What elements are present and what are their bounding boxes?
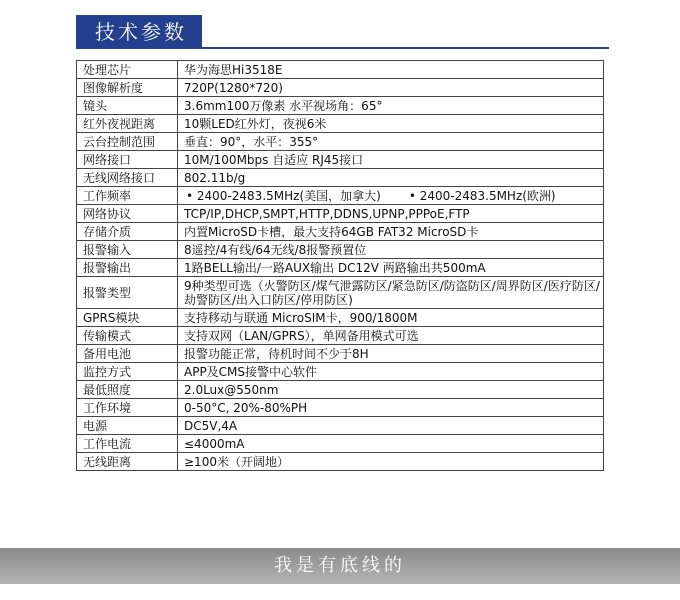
table-row [77, 363, 604, 381]
table-row [77, 327, 604, 345]
spec-value-alarm-input: 8遥控/4有线/64无线/8报警预置位 [178, 241, 604, 259]
spec-value-lens: 3.6mm100万像素 水平视场角：65° [178, 97, 604, 115]
table-row [77, 187, 604, 205]
table-row [77, 259, 604, 277]
spec-label-environment: 工作环境 [77, 399, 178, 417]
table-row [77, 399, 604, 417]
spec-label-gprs: GPRS模块 [77, 309, 178, 327]
spec-value-alarm-type: 9种类型可选（火警防区/煤气泄露防区/紧急防区/防盗防区/周界防区/医疗防区/劫警防区/出入口防区/停用防区) [178, 277, 604, 309]
bullet-icon: • [186, 188, 194, 203]
table-row [77, 61, 604, 79]
spec-label-resolution: 图像解析度 [77, 79, 178, 97]
table-row [77, 133, 604, 151]
spec-label-network-port: 网络接口 [77, 151, 178, 169]
table-row [77, 205, 604, 223]
table-row [77, 309, 604, 327]
spec-label-current: 工作电流 [77, 435, 178, 453]
spec-value-chip: 华为海思Hi3518E [178, 61, 604, 79]
spec-label-frequency: 工作频率 [77, 187, 178, 205]
spec-label-wireless: 无线网络接口 [77, 169, 178, 187]
spec-label-wireless-range: 无线距离 [77, 453, 178, 471]
spec-value-network-port: 10M/100Mbps 自适应 RJ45接口 [178, 151, 604, 169]
spec-label-chip: 处理芯片 [77, 61, 178, 79]
spec-value-transmission: 支持双网（LAN/GPRS），单网备用模式可选 [178, 327, 604, 345]
spec-value-ptz: 垂直：90°，水平：355° [178, 133, 604, 151]
footer-text: 我是有底线的 [274, 555, 406, 576]
spec-label-battery: 备用电池 [77, 345, 178, 363]
table-row [77, 381, 604, 399]
spec-label-power: 电源 [77, 417, 178, 435]
spec-value-ir-night: 10颗LED红外灯，夜视6米 [178, 115, 604, 133]
spec-value-gprs: 支持移动与联通 MicroSIM卡，900/1800M [178, 309, 604, 327]
spec-value-monitoring: APP及CMS接警中心软件 [178, 363, 604, 381]
spec-value-frequency [178, 187, 604, 205]
spec-value-battery: 报警功能正常，待机时间不少于8H [178, 345, 604, 363]
frequency-eu: 2400-2483.5MHz(欧洲) [419, 188, 556, 203]
spec-value-storage: 内置MicroSD卡槽，最大支持64GB FAT32 MicroSD卡 [178, 223, 604, 241]
spec-label-protocol: 网络协议 [77, 205, 178, 223]
spec-value-wireless: 802.11b/g [178, 169, 604, 187]
table-row [77, 223, 604, 241]
frequency-us: 2400-2483.5MHz(美国，加拿大) [196, 188, 381, 203]
spec-label-ptz: 云台控制范围 [77, 133, 178, 151]
table-row [77, 241, 604, 259]
spec-value-power: DC5V,4A [178, 417, 604, 435]
spec-label-storage: 存储介质 [77, 223, 178, 241]
spec-value-resolution: 720P(1280*720) [178, 79, 604, 97]
table-row [77, 115, 604, 133]
spec-table [76, 60, 604, 471]
table-row [77, 345, 604, 363]
spec-value-protocol: TCP/IP,DHCP,SMPT,HTTP,DDNS,UPNP,PPPoE,FTP [178, 205, 604, 223]
spec-label-alarm-type: 报警类型 [77, 277, 178, 309]
spec-label-illumination: 最低照度 [77, 381, 178, 399]
spec-label-alarm-input: 报警输入 [77, 241, 178, 259]
table-row [77, 79, 604, 97]
spec-value-alarm-output: 1路BELL输出/一路AUX输出 DC12V 两路输出共500mA [178, 259, 604, 277]
spec-label-ir-night: 红外夜视距离 [77, 115, 178, 133]
table-row [77, 151, 604, 169]
bullet-icon: • [408, 188, 416, 203]
spec-value-illumination: 2.0Lux@550nm [178, 381, 604, 399]
table-row [77, 169, 604, 187]
spec-label-transmission: 传输模式 [77, 327, 178, 345]
spec-value-current: ≤4000mA [178, 435, 604, 453]
table-row [77, 277, 604, 309]
section-title: 技术参数 [76, 15, 202, 49]
table-row [77, 417, 604, 435]
spec-label-lens: 镜头 [77, 97, 178, 115]
table-row [77, 453, 604, 471]
table-row [77, 435, 604, 453]
spec-value-environment: 0-50°C, 20%-80%PH [178, 399, 604, 417]
spec-label-monitoring: 监控方式 [77, 363, 178, 381]
table-row [77, 97, 604, 115]
spec-value-wireless-range: ≥100米（开阔地） [178, 453, 604, 471]
spec-label-alarm-output: 报警输出 [77, 259, 178, 277]
